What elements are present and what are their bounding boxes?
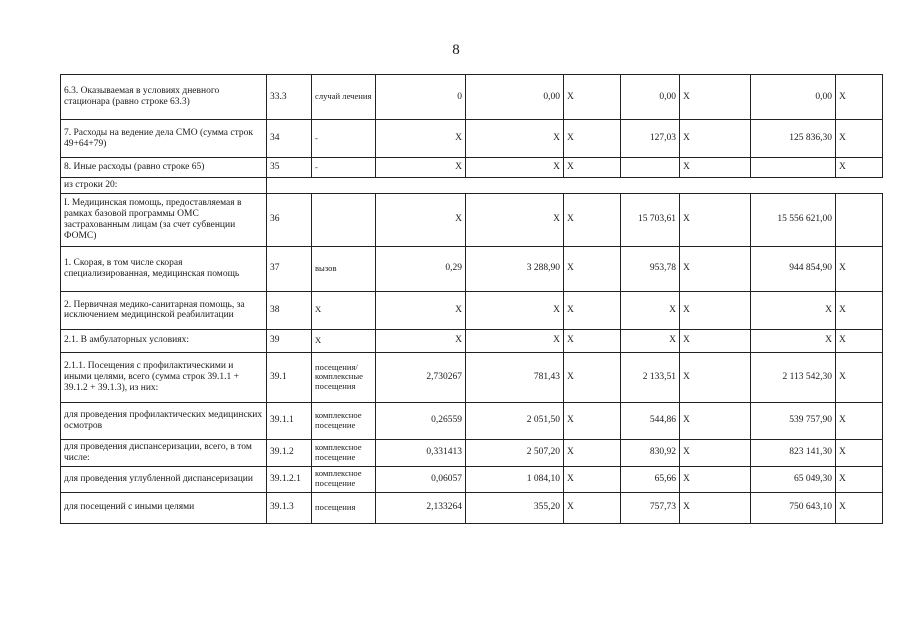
row-col4: 2,133264 xyxy=(376,492,466,523)
row-col7 xyxy=(621,158,680,178)
row-col6: X xyxy=(564,329,621,352)
row-col4: 0,06057 xyxy=(376,466,466,492)
row-col9: X xyxy=(751,291,836,329)
row-code: 37 xyxy=(267,246,312,291)
row-col4: 0,331413 xyxy=(376,439,466,466)
row-col10: X xyxy=(836,120,883,158)
row-col5: X xyxy=(466,120,564,158)
row-col7: 15 703,61 xyxy=(621,193,680,246)
row-col10: X xyxy=(836,158,883,178)
row-col5: X xyxy=(466,193,564,246)
page-number: 8 xyxy=(452,42,460,58)
row-col5: 2 507,20 xyxy=(466,439,564,466)
row-code: 34 xyxy=(267,120,312,158)
row-name: для проведения профилактических медицинских осмотров xyxy=(61,402,267,439)
row-col5: X xyxy=(466,329,564,352)
row-col9: 750 643,10 xyxy=(751,492,836,523)
row-col10: X xyxy=(836,466,883,492)
row-col9: 15 556 621,00 xyxy=(751,193,836,246)
row-unit: случай лечения xyxy=(312,75,376,120)
row-col7: 127,03 xyxy=(621,120,680,158)
row-col6: X xyxy=(564,352,621,402)
row-name: для проведения диспансеризации, всего, в том числе: xyxy=(61,439,267,466)
row-unit: вызов xyxy=(312,246,376,291)
row-unit: X xyxy=(312,291,376,329)
row-col6: X xyxy=(564,75,621,120)
row-name: 2. Первичная медико-санитарная помощь, за исключением медицинской реабилитации xyxy=(61,291,267,329)
row-code: 39 xyxy=(267,329,312,352)
table-row xyxy=(61,75,883,120)
row-name: 2.1.1. Посещения с профилактическими и иными целями, всего (сумма строк 39.1.1 + 39.1.2 + 39.1.3), из них: xyxy=(61,352,267,402)
row-col4: X xyxy=(376,291,466,329)
row-unit: комплексное посещение xyxy=(312,402,376,439)
row-unit: - xyxy=(312,120,376,158)
row-col4: 2,730267 xyxy=(376,352,466,402)
row-code: 33.3 xyxy=(267,75,312,120)
row-code: 39.1.1 xyxy=(267,402,312,439)
row-col10: X xyxy=(836,492,883,523)
row-col6: X xyxy=(564,291,621,329)
row-col6: X xyxy=(564,466,621,492)
row-col8: X xyxy=(680,75,751,120)
row-name: 7. Расходы на ведение дела СМО (сумма строк 49+64+79) xyxy=(61,120,267,158)
row-col10: X xyxy=(836,439,883,466)
row-col8: X xyxy=(680,158,751,178)
row-col4: X xyxy=(376,329,466,352)
row-col9: 539 757,90 xyxy=(751,402,836,439)
row-name: 1. Скорая, в том числе скорая специализированная, медицинская помощь xyxy=(61,246,267,291)
row-col7: 953,78 xyxy=(621,246,680,291)
row-col7: 830,92 xyxy=(621,439,680,466)
row-col7: 2 133,51 xyxy=(621,352,680,402)
row-code: 39.1.2.1 xyxy=(267,466,312,492)
row-name: 8. Иные расходы (равно строке 65) xyxy=(61,158,267,178)
table-row xyxy=(61,492,883,523)
table-row xyxy=(61,291,883,329)
data-table xyxy=(60,74,883,524)
row-code: 36 xyxy=(267,193,312,246)
row-col9: 823 141,30 xyxy=(751,439,836,466)
row-col9: 125 836,30 xyxy=(751,120,836,158)
row-col4: X xyxy=(376,193,466,246)
row-col6: X xyxy=(564,439,621,466)
row-unit: комплексное посещение xyxy=(312,466,376,492)
row-code: 39.1.2 xyxy=(267,439,312,466)
row-col5: 1 084,10 xyxy=(466,466,564,492)
row-col10: X xyxy=(836,352,883,402)
table-row xyxy=(61,158,883,178)
row-name: 6.3. Оказываемая в условиях дневного стационара (равно строке 63.3) xyxy=(61,75,267,120)
row-col8: X xyxy=(680,246,751,291)
row-col8: X xyxy=(680,352,751,402)
row-col7: 544,86 xyxy=(621,402,680,439)
row-col7: X xyxy=(621,291,680,329)
row-col8: X xyxy=(680,402,751,439)
row-unit: посещения/ комплексные посещения xyxy=(312,352,376,402)
row-col9: X xyxy=(751,329,836,352)
row-col6: X xyxy=(564,246,621,291)
row-col10: X xyxy=(836,246,883,291)
row-col5: 781,43 xyxy=(466,352,564,402)
row-unit: - xyxy=(312,158,376,178)
row-col7: 757,73 xyxy=(621,492,680,523)
row-col8: X xyxy=(680,193,751,246)
row-col5: 0,00 xyxy=(466,75,564,120)
table-row xyxy=(61,193,883,246)
row-col6: X xyxy=(564,193,621,246)
table-row xyxy=(61,246,883,291)
empty-cell xyxy=(267,178,883,194)
table-row xyxy=(61,352,883,402)
row-code: 39.1 xyxy=(267,352,312,402)
table-row xyxy=(61,329,883,352)
row-col9: 2 113 542,30 xyxy=(751,352,836,402)
row-col7: 0,00 xyxy=(621,75,680,120)
row-col6: X xyxy=(564,158,621,178)
row-col4: X xyxy=(376,120,466,158)
row-col5: 2 051,50 xyxy=(466,402,564,439)
row-name: для посещений с иными целями xyxy=(61,492,267,523)
row-col7: X xyxy=(621,329,680,352)
row-unit: X xyxy=(312,329,376,352)
row-col5: X xyxy=(466,291,564,329)
table-row xyxy=(61,178,883,194)
row-col6: X xyxy=(564,402,621,439)
table-row xyxy=(61,466,883,492)
row-col10 xyxy=(836,193,883,246)
row-col5: X xyxy=(466,158,564,178)
table-row xyxy=(61,439,883,466)
row-col8: X xyxy=(680,329,751,352)
row-col7: 65,66 xyxy=(621,466,680,492)
row-col8: X xyxy=(680,291,751,329)
row-col8: X xyxy=(680,439,751,466)
row-unit: комплексное посещение xyxy=(312,439,376,466)
row-col4: 0,26559 xyxy=(376,402,466,439)
row-code: 35 xyxy=(267,158,312,178)
row-col9: 944 854,90 xyxy=(751,246,836,291)
row-name: 2.1. В амбулаторных условиях: xyxy=(61,329,267,352)
row-col4: 0,29 xyxy=(376,246,466,291)
row-col6: X xyxy=(564,120,621,158)
row-col9: 65 049,30 xyxy=(751,466,836,492)
row-col8: X xyxy=(680,466,751,492)
row-name: из строки 20: xyxy=(61,178,267,194)
row-code: 38 xyxy=(267,291,312,329)
row-name: I. Медицинская помощь, предоставляемая в рамках базовой программы ОМС застрахованным лицам (за счет субвенции ФОМС) xyxy=(61,193,267,246)
row-col10: X xyxy=(836,402,883,439)
table-row xyxy=(61,402,883,439)
row-col9: 0,00 xyxy=(751,75,836,120)
row-col10: X xyxy=(836,329,883,352)
row-col10: X xyxy=(836,291,883,329)
row-col4: X xyxy=(376,158,466,178)
row-unit: посещения xyxy=(312,492,376,523)
row-name: для проведения углубленной диспансеризации xyxy=(61,466,267,492)
row-col5: 3 288,90 xyxy=(466,246,564,291)
row-code: 39.1.3 xyxy=(267,492,312,523)
row-col9 xyxy=(751,158,836,178)
row-col4: 0 xyxy=(376,75,466,120)
row-col5: 355,20 xyxy=(466,492,564,523)
row-col6: X xyxy=(564,492,621,523)
table-row xyxy=(61,120,883,158)
row-unit xyxy=(312,193,376,246)
row-col10: X xyxy=(836,75,883,120)
row-col8: X xyxy=(680,492,751,523)
row-col8: X xyxy=(680,120,751,158)
